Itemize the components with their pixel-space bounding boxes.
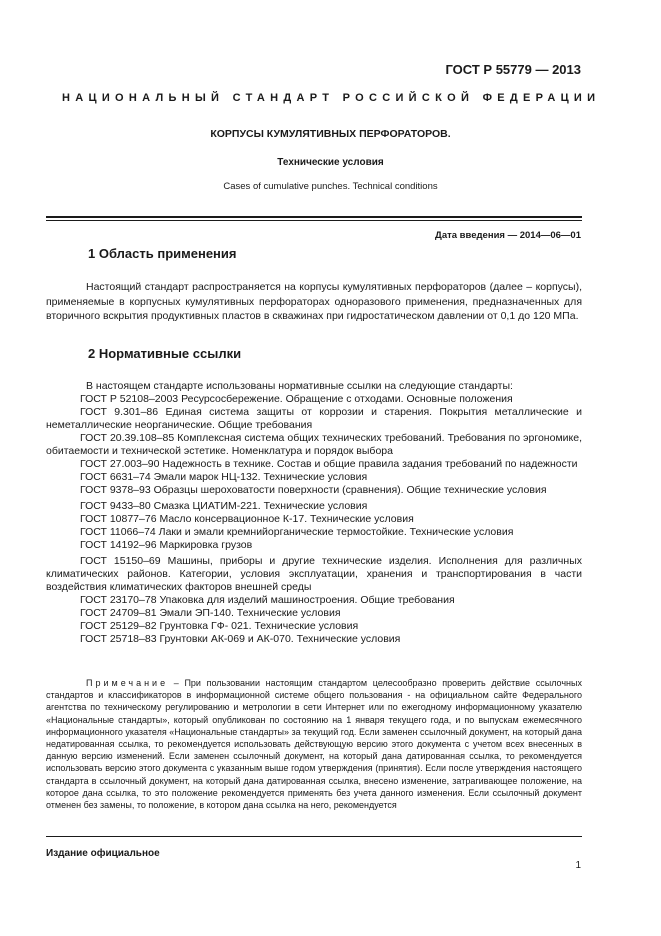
reference-item: ГОСТ 20.39.108–85 Комплексная система общих технических требований. Требования по эргономике, обитаемости и технической эстетике. Номенклатура и порядок выбора	[46, 432, 582, 457]
reference-item: ГОСТ 15150–69 Машины, приборы и другие технические изделия. Исполнения для различных климатических районов. Категории, условия эксплуатации, хранения и транспортирования в части воздействия климатических факторов внешней среды	[46, 555, 582, 593]
reference-item: ГОСТ 25129–82 Грунтовка ГФ- 021. Технические условия	[80, 620, 359, 632]
document-title: КОРПУСЫ КУМУЛЯТИВНЫХ ПЕРФОРАТОРОВ.	[210, 128, 451, 140]
document-subtitle: Технические условия	[277, 157, 384, 168]
introduction-date: Дата введения — 2014—06—01	[435, 230, 581, 241]
reference-item: ГОСТ 9.301–86 Единая система защиты от коррозии и старения. Покрытия металлические и неметаллические неорганические. Общие требования	[46, 406, 582, 431]
page-number: 1	[575, 860, 581, 871]
references-intro: В настоящем стандарте использованы нормативные ссылки на следующие стандарты:	[86, 380, 513, 392]
gost-number: ГОСТ Р 55779 — 2013	[445, 62, 581, 77]
document-title-english: Cases of cumulative punches. Technical conditions	[223, 181, 438, 192]
reference-item: ГОСТ 24709–81 Эмали ЭП-140. Технические условия	[80, 607, 341, 619]
header-divider-thin	[46, 220, 582, 221]
reference-item: ГОСТ 10877–76 Масло консервационное К-17. Технические условия	[80, 513, 414, 525]
note-paragraph	[46, 677, 582, 811]
note-label: Примечание	[86, 678, 169, 688]
reference-item: ГОСТ 9433–80 Смазка ЦИАТИМ-221. Технические условия	[80, 500, 368, 512]
footer-divider	[46, 836, 582, 837]
reference-item: ГОСТ Р 52108–2003 Ресурсосбережение. Обращение с отходами. Основные положения	[80, 393, 513, 405]
official-edition-label: Издание официальное	[46, 848, 160, 859]
national-standard-banner: НАЦИОНАЛЬНЫЙ СТАНДАРТ РОССИЙСКОЙ ФЕДЕРАЦИИ	[62, 92, 601, 104]
reference-item: ГОСТ 25718–83 Грунтовки АК-069 и АК-070. Технические условия	[80, 633, 401, 645]
note-text: – При пользовании настоящим стандартом целесообразно проверить действие ссылочных стандартов и классификаторов в информационной системе общего пользования - на официальном сайте Федерального агентства по техническому регулированию и метрологии в сети Интернет или по ежегодному информационному указателю «Национальные стандарты», который опубликован по состоянию на 1 января текущего года, и по выпускам ежемесячного информационного указателя «Национальные стандарты» за текущий год. Если заменен ссылочный документ, на который дана недатированная ссылка, то рекомендуется использовать действующую версию этого документа с учетом всех внесенных в данную версию изменений. Если заменен ссылочный документ, на который дана датированная ссылка, то рекомендуется использовать версию этого документа с указанным выше годом утверждения (принятия). Если после утверждения настоящего стандарта в ссылочный документ, на который дана датированная ссылка, внесено изменение, затрагивающее положение, на которое дана ссылка, то это положение рекомендуется применять без учета данного изменения. Если ссылочный документ отменен без замены, то положение, в котором дана ссылка на него, рекомендуется	[46, 678, 582, 811]
header-divider-thick	[46, 216, 582, 218]
section-1-heading: 1 Область применения	[88, 246, 237, 261]
reference-item: ГОСТ 27.003–90 Надежность в технике. Состав и общие правила задания требований по надежности	[80, 458, 578, 470]
references-list	[46, 380, 582, 646]
section-1-body: Настоящий стандарт распространяется на корпусы кумулятивных перфораторов (далее – корпусы), применяемые в корпусных кумулятивных перфораторах одноразового применения, предназначенных для вторичного вскрытия продуктивных пластов в скважинах при гидростатическом давлении от 0,1 до 120 МПа.	[46, 281, 582, 322]
reference-item: ГОСТ 6631–74 Эмали марок НЦ-132. Технические условия	[80, 471, 368, 483]
reference-item: ГОСТ 23170–78 Упаковка для изделий машиностроения. Общие требования	[80, 594, 455, 606]
reference-item: ГОСТ 11066–74 Лаки и эмали кремнийорганические термостойкие. Технические условия	[80, 526, 514, 538]
section-1-text	[46, 280, 582, 324]
reference-item: ГОСТ 9378–93 Образцы шероховатости поверхности (сравнения). Общие технические условия	[80, 484, 547, 496]
reference-item: ГОСТ 14192–96 Маркировка грузов	[80, 539, 253, 551]
section-2-heading: 2 Нормативные ссылки	[88, 346, 242, 361]
